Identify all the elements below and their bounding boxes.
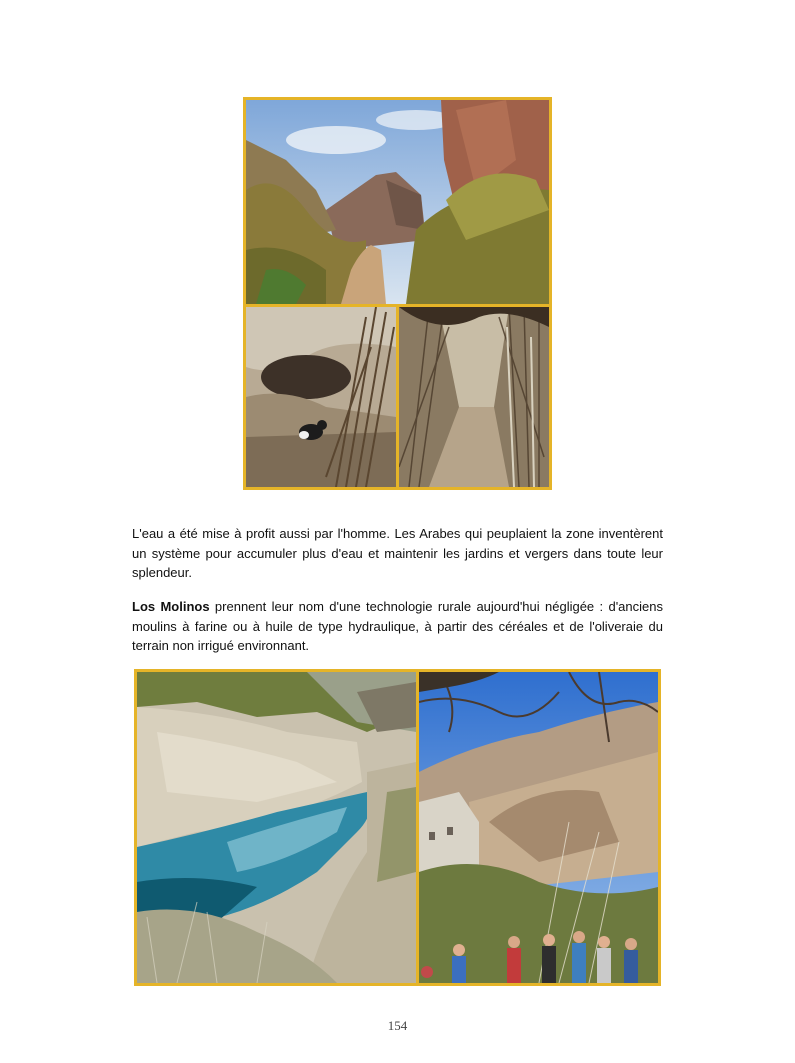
paragraph-text: prennent leur nom d'une technologie rurale aujourd'hui négligée : d'anciens moulins à farine ou à huile de type hydraulique, à partir des céréales et de l'oliveraie du terrain non irrigué environnant.: [132, 599, 663, 653]
paragraph-water-use: [132, 524, 663, 583]
paragraph-los-molinos: [132, 597, 663, 656]
top-photo-collage: [243, 97, 552, 490]
los-molinos-label: Los Molinos: [132, 599, 210, 614]
paragraph-text: L'eau a été mise à profit aussi par l'homme. Les Arabes qui peuplaient la zone inventèrent un système pour accumuler plus d'eau et maintenir les jardins et vergers dans toute leur splendeur.: [132, 526, 663, 580]
photo-cave-dog: [246, 307, 396, 487]
photo-blue-pool: [137, 672, 416, 983]
page-number: 154: [387, 1018, 408, 1033]
photo-canyon-path: [246, 100, 549, 304]
photo-hikers-mill: [419, 672, 658, 983]
photo-reed-path: [399, 307, 549, 487]
bottom-photo-collage: [134, 669, 661, 986]
